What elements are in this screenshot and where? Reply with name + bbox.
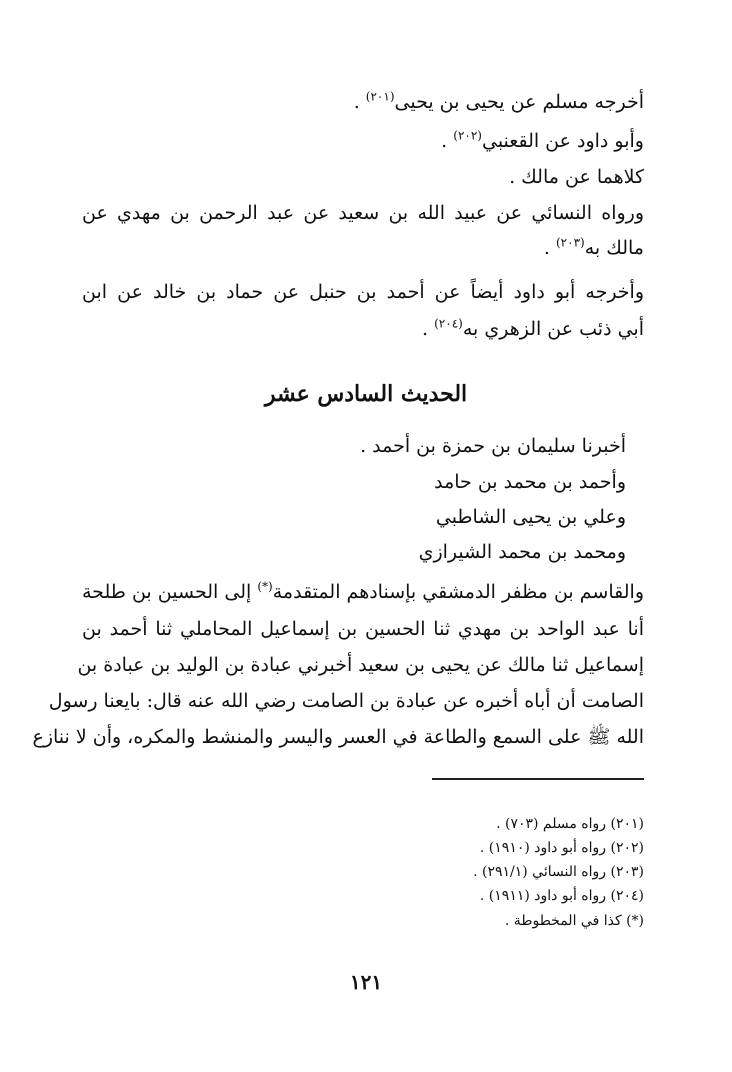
footnote-ref: (*) [257, 579, 273, 594]
text-line: مالك به$^{(٢٠٣)}$ . [543, 235, 644, 259]
text-line: إسماعيل ثنا مالك عن يحيى بن سعيد أخبرني عبادة بن الوليد بن عبادة بن [77, 654, 644, 676]
footnote-ref: (٢٠٣) [555, 235, 585, 250]
footnote-divider [432, 778, 644, 780]
text-line: وأبو داود عن القعنبي$^{(٢٠٢)}$ . [441, 128, 644, 152]
footnote: (٢٠١) رواه مسلم (٧٠٣) . [496, 816, 644, 832]
text-line: أنا عبد الواحد بن مهدي ثنا الحسين بن إسماعيل المحاملي ثنا أحمد بن [82, 618, 644, 640]
footnote: (٢٠٢) رواه أبو داود (١٩١٠) . [479, 840, 644, 856]
footnote-ref: (٢٠٢) [453, 128, 482, 143]
text-line: ورواه النسائي عن عبيد الله بن سعيد عن عبد الرحمن بن مهدي عن [82, 202, 644, 224]
text-line: أبي ذئب عن الزهري به$^{(٢٠٤)}$ . [422, 316, 644, 340]
text-line: والقاسم بن مظفر الدمشقي بإسنادهم المتقدمة(*) إلى الحسين بن طلحة [82, 579, 644, 603]
chain-line: ومحمد بن محمد الشيرازي [418, 541, 626, 563]
footnote: (*) كذا في المخطوطة . [504, 913, 644, 929]
section-heading: الحديث السادس عشر [264, 381, 468, 407]
text-line: الصامت أن أباه أخبره عن عبادة بن الصامت رضي الله عنه قال: بايعنا رسول [48, 690, 644, 712]
text-line: وأخرجه أبو داود أيضاً عن أحمد بن حنبل عن حماد بن خالد عن ابن [82, 281, 644, 303]
text-line: كلاهما عن مالك . [509, 166, 644, 188]
footnote: (٢٠٤) رواه أبو داود (١٩١١) . [479, 888, 644, 904]
footnote-ref: (٢٠١) [365, 89, 395, 104]
text-line: الله ﷺ على السمع والطاعة في العسر واليسر والمنشط والمكره، وأن لا ننازع [32, 726, 644, 748]
chain-line: وعلي بن يحيى الشاطبي [435, 506, 626, 528]
text-line: أخرجه مسلم عن يحيى بن يحيى$^{(٢٠١)}$ . [353, 89, 644, 113]
page-number: ١٢١ [349, 970, 383, 994]
chain-line: أخبرنا سليمان بن حمزة بن أحمد . [360, 435, 626, 457]
footnote: (٢٠٣) رواه النسائي (٢٩١/١) . [473, 864, 644, 880]
chain-line: وأحمد بن محمد بن حامد [434, 471, 626, 493]
footnote-ref: (٢٠٤) [434, 316, 463, 331]
